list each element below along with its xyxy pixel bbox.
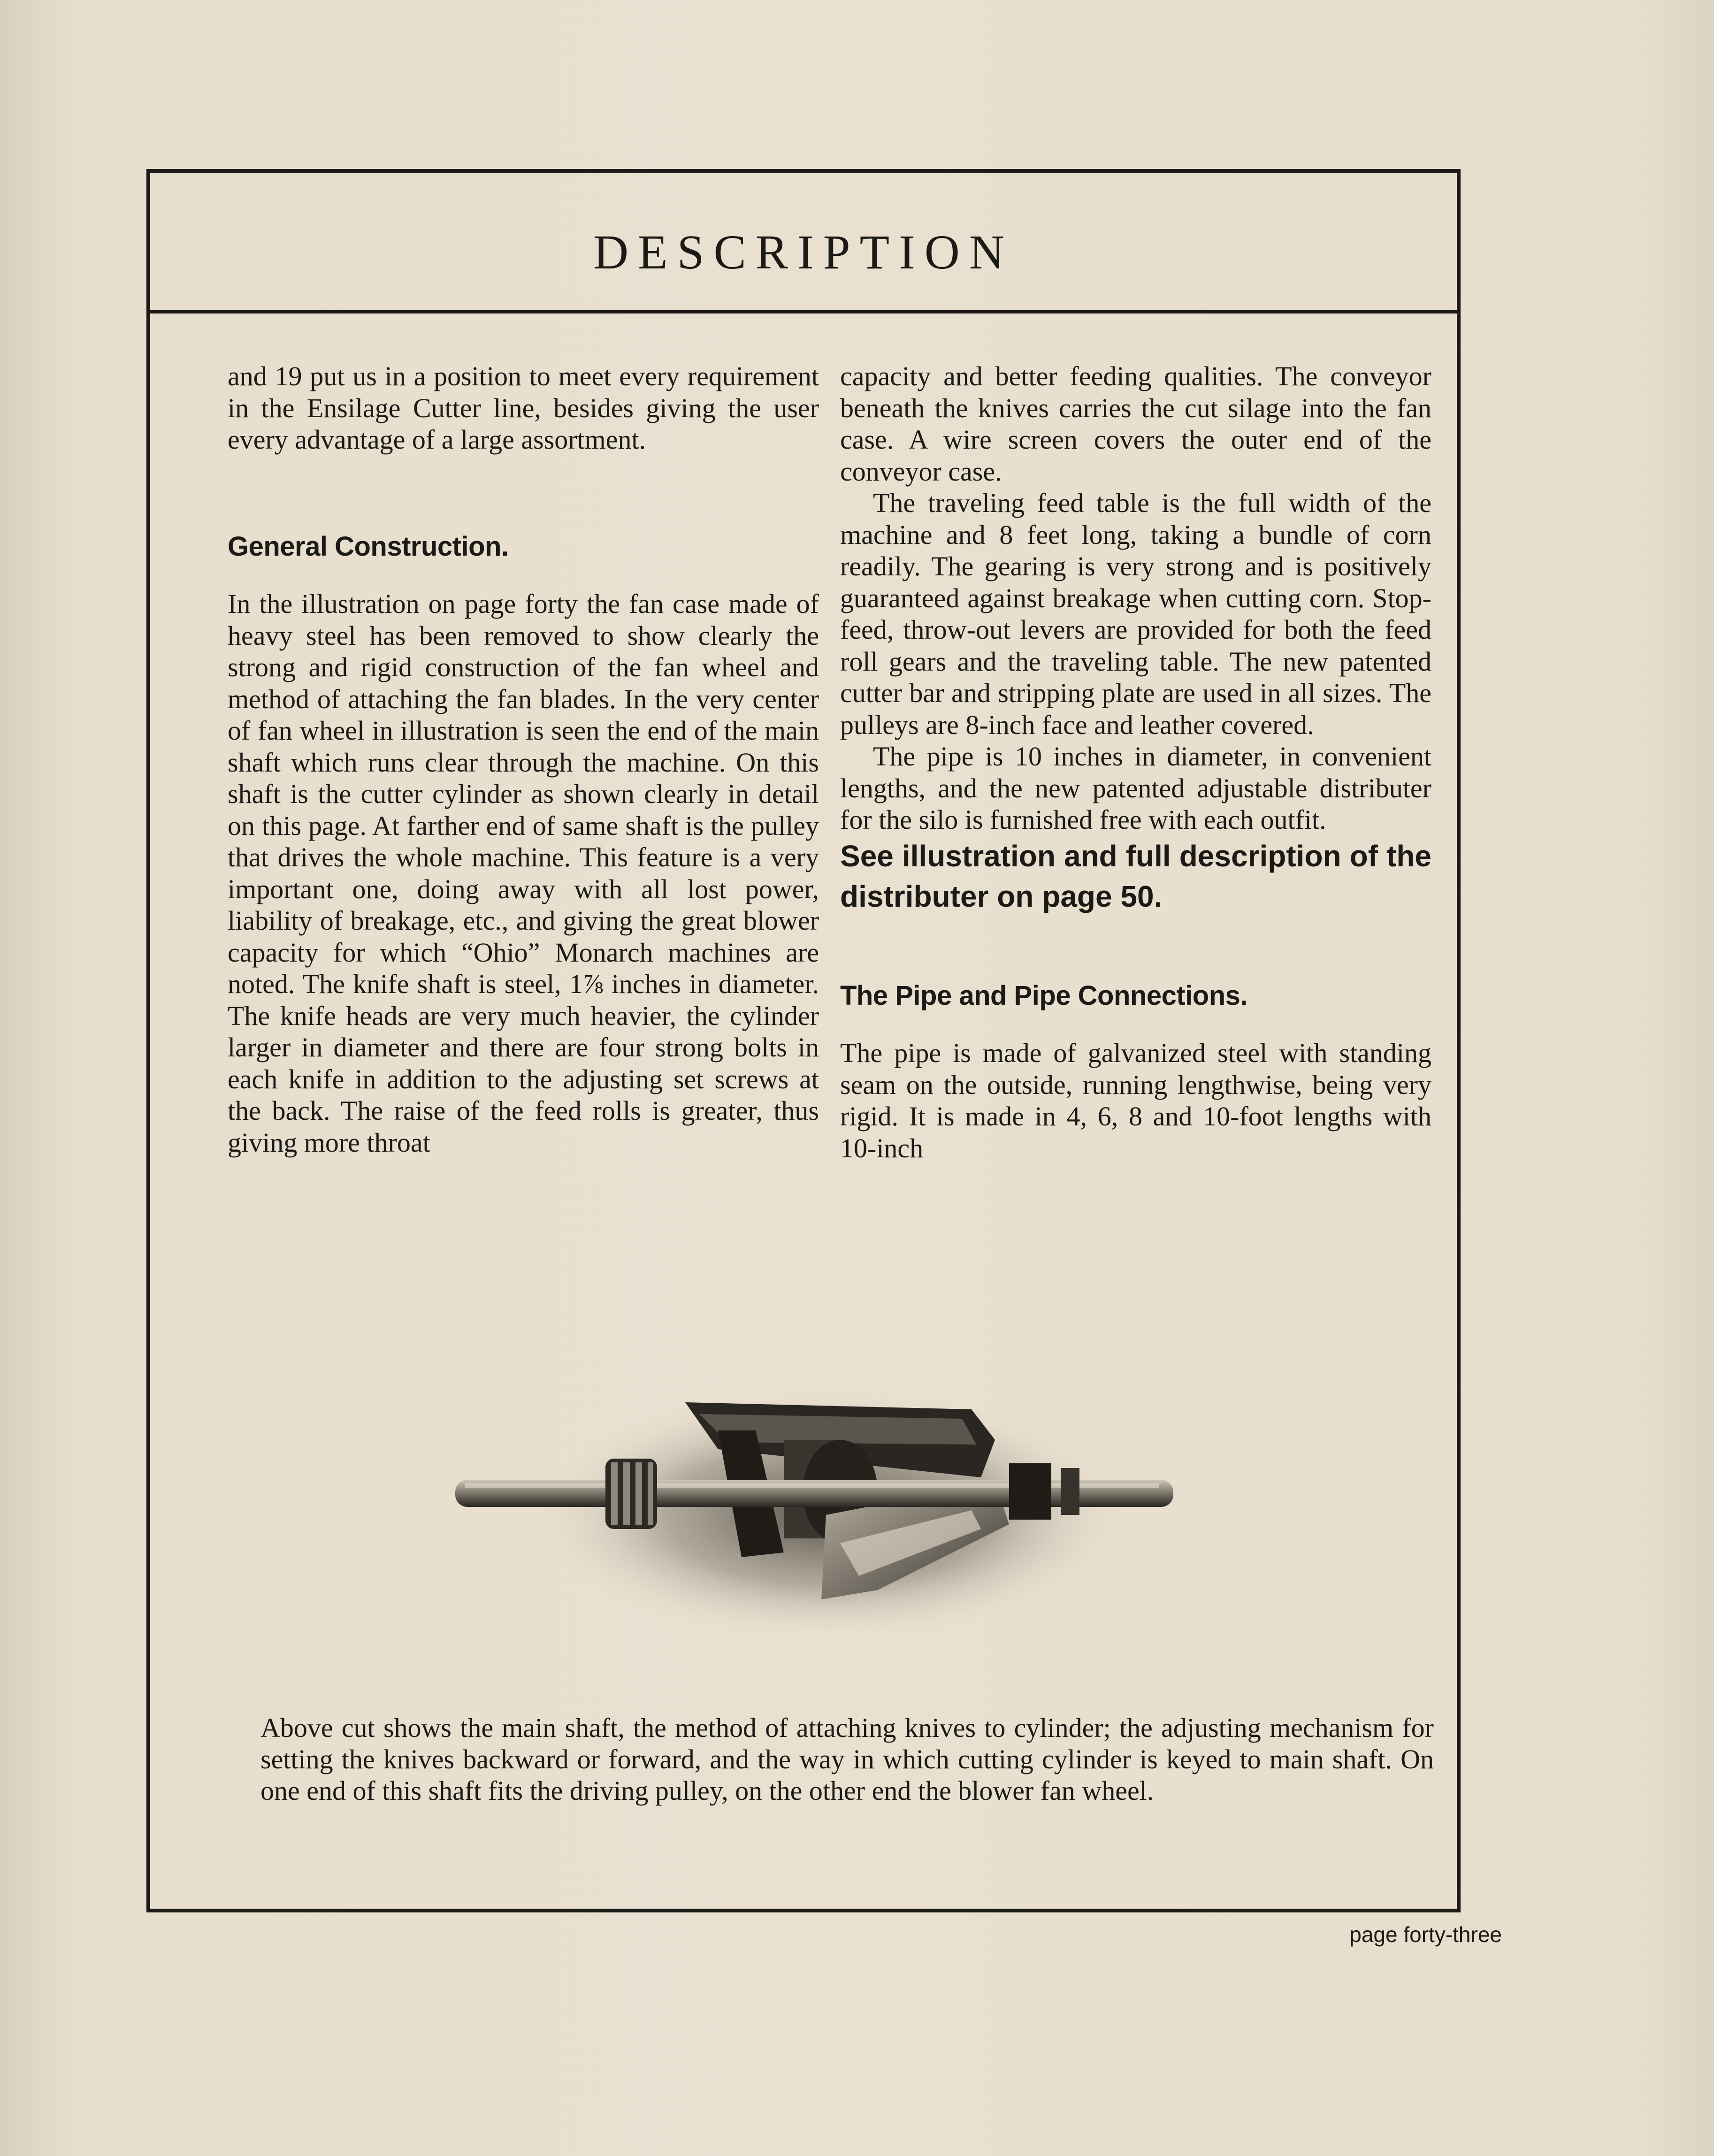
- header-band: [150, 173, 1457, 313]
- left-column: [228, 360, 819, 1158]
- page-number: page forty-three: [1349, 1922, 1502, 1947]
- illustration-caption: Above cut shows the main shaft, the method of attaching knives to cylinder; the adjusting mechanism for setting the knives backward or forward, and the way in which cutting cylinder is keyed to main shaft. On one end of this shaft fits the driving pulley, on the other end the blower fan wheel.: [260, 1713, 1434, 1806]
- distributer-notice: See illustration and full description of the distributer on page 50.: [840, 839, 1431, 913]
- page-frame: [146, 169, 1461, 1912]
- general-construction-body: In the illustration on page forty the fan case made of heavy steel has been removed to show clearly the strong and rigid construction of the fan wheel and method of attaching the fan blades. In the very center of fan wheel in illustration is seen the end of the main shaft which runs clear through the machine. On this shaft is the cutter cylinder as shown clearly in detail on this page. At farther end of same shaft is the pulley that drives the whole machine. This feature is a very important one, doing away with all lost power, liability of breakage, etc., and giving the great blower capacity for which “Ohio” Monarch machines are noted. The knife shaft is steel, 1⅞ inches in diameter. The knife heads are very much heavier, the cylinder larger in diameter and there are four strong bolts in each knife in addition to the adjusting set screws at the back. The raise of the feed rolls is greater, thus giving more throat: [228, 589, 819, 1158]
- capacity-paragraph: capacity and better feeding qualities. The conveyor beneath the knives carries the cut silage into the fan case. A wire screen covers the outer end of the conveyor case.: [840, 361, 1431, 487]
- intro-paragraph: and 19 put us in a position to meet every requirement in the Ensilage Cutter line, besides giving the user every advantage of a large assortment.: [228, 361, 819, 455]
- general-construction-heading: General Construction.: [228, 531, 509, 562]
- gear-collar: [605, 1459, 657, 1529]
- main-shaft-illustration: [455, 1374, 1206, 1656]
- page-title: DESCRIPTION: [593, 225, 1014, 279]
- right-column: [840, 360, 1431, 1164]
- pipe-connections-heading: The Pipe and Pipe Connections.: [840, 980, 1247, 1011]
- pipe-connections-body: The pipe is made of galvanized steel with standing seam on the outside, running lengthwise, being very rigid. It is made in 4, 6, 8 and 10-foot lengths with 10-inch: [840, 1038, 1431, 1163]
- feed-table-paragraph: The traveling feed table is the full width of the machine and 8 feet long, taking a bundle of corn readily. The gearing is very strong and is positively guaranteed against breakage when cutting corn. Stop-feed, throw-out levers are provided for both the feed roll gears and the traveling table. The new patented cutter bar and stripping plate are used in all sizes. The pulleys are 8-inch face and leather covered.: [840, 488, 1431, 740]
- pipe-paragraph: The pipe is 10 inches in diameter, in convenient lengths, and the new patented adjustable distributer for the silo is furnished free with each outfit.: [840, 741, 1431, 835]
